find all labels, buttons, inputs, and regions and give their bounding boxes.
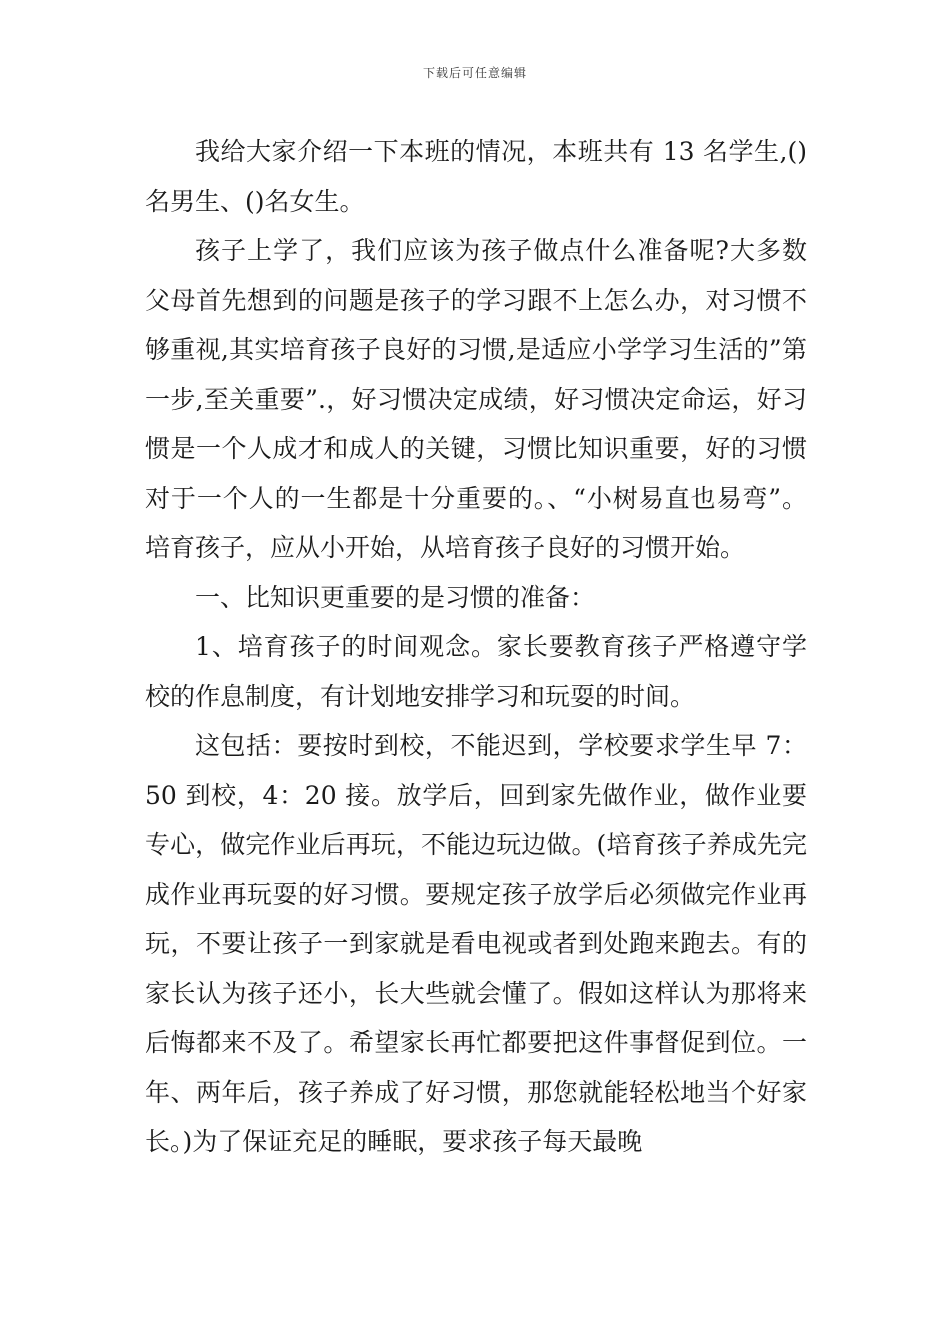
paragraph-class-intro: 我给大家介绍一下本班的情况，本班共有 13 名学生,()名男生、()名女生。 bbox=[145, 137, 807, 216]
document-body bbox=[145, 127, 807, 1167]
paragraph-time-concept: 1、培育孩子的时间观念。家长要教育孩子严格遵守学校的作息制度，有计划地安排学习和玩耍的时间。 bbox=[145, 632, 807, 711]
page-header-note: 下载后可任意编辑 bbox=[422, 66, 527, 80]
section-heading-habit-preparation: 一、比知识更重要的是习惯的准备： bbox=[195, 582, 596, 612]
paragraph-habits-importance: 孩子上学了，我们应该为孩子做点什么准备呢?大多数父母首先想到的问题是孩子的学习跟不上怎么办，对习惯不够重视,其实培育孩子良好的习惯,是适应小学学习生活的”第一步,至关重要”.，好习惯决定成绩，好习惯决定命运，好习惯是一个人成才和成人的关键，习惯比知识重要，好的习惯对于一个人的一生都是十分重要的。、“小树易直也易弯”。培育孩子，应从小开始，从培育孩子良好的习惯开始。 bbox=[145, 236, 807, 562]
paragraph-schedule-details: 这包括：要按时到校，不能迟到，学校要求学生早 7：50 到校，4：20 接。放学后，回到家先做作业，做作业要专心，做完作业后再玩，不能边玩边做。(培育孩子养成先完成作业再玩耍的好习惯。要规定孩子放学后必须做完作业再玩，不要让孩子一到家就是看电视或者到处跑来跑去。有的家长认为孩子还小，长大些就会懂了。假如这样认为那将来后悔都来不及了。希望家长再忙都要把这件事督促到位。一年、两年后，孩子养成了好习惯，那您就能轻松地当个好家长。)为了保证充足的睡眠，要求孩子每天最晚 bbox=[145, 731, 807, 1156]
